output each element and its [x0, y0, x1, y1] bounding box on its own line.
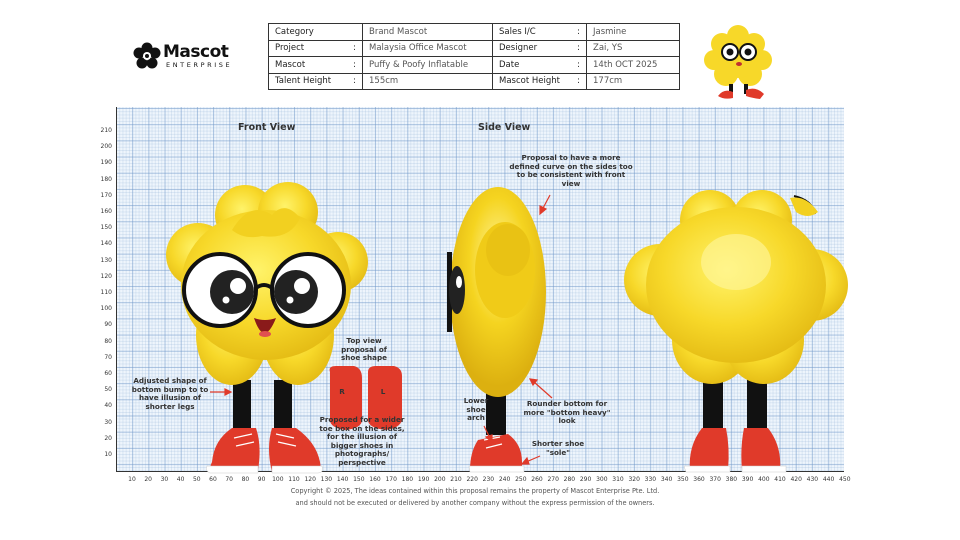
x-tick-label: 410 — [774, 476, 786, 483]
info-label: Talent Height : — [269, 73, 363, 90]
x-tick-label: 450 — [839, 476, 851, 483]
y-tick-label: 160 — [100, 208, 112, 215]
y-tick-label: 80 — [104, 337, 112, 345]
x-tick-label: 360 — [693, 476, 705, 483]
x-tick-label: 210 — [450, 476, 462, 483]
y-tick-label: 60 — [104, 370, 112, 377]
note-rounder-bottom: Rounder bottom for more "bottom heavy" look — [523, 399, 611, 426]
x-tick-label: 80 — [241, 476, 250, 483]
x-tick-label: 220 — [466, 476, 478, 483]
y-tick-label: 180 — [100, 175, 112, 183]
x-tick-label: 50 — [192, 476, 201, 483]
info-value: Brand Mascot — [363, 24, 493, 41]
info-label: Project : — [269, 40, 363, 57]
y-tick-label: 20 — [104, 434, 112, 442]
x-tick-label: 300 — [596, 476, 608, 483]
x-tick-label: 340 — [660, 476, 673, 483]
info-value: Puffy & Poofy Inflatable — [363, 57, 493, 74]
x-tick-label: 130 — [320, 476, 333, 483]
x-tick-label: 160 — [369, 476, 381, 483]
info-label: Category — [269, 24, 363, 41]
note-bottom-bump: Adjusted shape of bottom bump to to have illusion of shorter legs — [131, 376, 209, 411]
x-tick-label: 60 — [209, 476, 217, 483]
side-view-mascot — [447, 187, 546, 472]
info-value: 155cm — [363, 73, 493, 90]
info-value: Malaysia Office Mascot — [363, 40, 493, 57]
info-value: 177cm — [587, 73, 680, 90]
y-tick-label: 140 — [100, 240, 112, 248]
x-tick-label: 390 — [741, 476, 754, 483]
x-tick-label: 320 — [628, 476, 640, 483]
x-tick-label: 440 — [822, 476, 835, 483]
x-tick-label: 110 — [288, 476, 300, 483]
x-tick-label: 100 — [272, 476, 284, 483]
info-value: 14th OCT 2025 — [587, 57, 680, 74]
x-tick-label: 350 — [677, 476, 689, 483]
note-wider-toe: Proposed for a wider toe box on the sides, for the illusion of bigger shoes in photographs/ perspective — [319, 415, 405, 467]
x-tick-label: 150 — [353, 476, 365, 483]
y-tick-label: 170 — [100, 191, 112, 199]
x-tick-label: 70 — [225, 476, 233, 483]
note-side-curve: Proposal to have a more defined curve on the sides too to be consistent with front view — [509, 153, 633, 188]
x-tick-label: 250 — [515, 476, 527, 483]
y-tick-label: 120 — [100, 272, 112, 280]
info-label: Mascot : — [269, 57, 363, 74]
x-tick-label: 240 — [498, 476, 511, 483]
x-tick-label: 10 — [128, 476, 136, 483]
x-tick-label: 270 — [547, 476, 559, 483]
x-tick-label: 180 — [401, 476, 414, 483]
y-tick-label: 50 — [104, 386, 112, 394]
copyright-line-1: Copyright © 2025, The ideas contained within this proposal remains the property of Mascot Enterprise Pte. Ltd. — [290, 487, 660, 495]
shoe-left-label: L — [380, 387, 386, 396]
x-tick-label: 290 — [579, 476, 592, 483]
x-tick-label: 200 — [434, 476, 446, 483]
info-value: Zai, YS — [587, 40, 680, 57]
x-tick-label: 380 — [725, 476, 738, 483]
y-tick-label: 40 — [104, 402, 112, 410]
x-tick-label: 230 — [482, 476, 495, 483]
x-tick-label: 280 — [563, 476, 576, 483]
side-view-title: Side View — [478, 122, 531, 133]
y-tick-label: 190 — [100, 159, 112, 167]
info-label: Sales I/C : — [493, 24, 587, 41]
info-label: Date : — [493, 57, 587, 74]
x-tick-label: 120 — [304, 476, 316, 483]
back-view-mascot — [624, 190, 848, 472]
shoe-right-label: R — [339, 387, 345, 396]
y-tick-label: 130 — [100, 256, 112, 264]
y-tick-label: 70 — [104, 353, 112, 361]
info-value: Jasmine — [587, 24, 680, 41]
x-tick-label: 30 — [160, 476, 169, 483]
y-tick-label: 90 — [104, 321, 112, 329]
y-tick-label: 10 — [104, 451, 112, 458]
x-tick-label: 370 — [709, 476, 721, 483]
x-tick-label: 430 — [806, 476, 819, 483]
y-tick-label: 110 — [100, 289, 112, 296]
front-view-title: Front View — [238, 122, 296, 133]
x-tick-label: 170 — [385, 476, 397, 483]
info-label: Designer : — [493, 40, 587, 57]
note-top-view: Top view proposal of shoe shape — [341, 336, 387, 363]
x-tick-label: 40 — [176, 476, 185, 483]
x-tick-label: 140 — [336, 476, 349, 483]
y-tick-label: 210 — [100, 127, 112, 134]
x-tick-label: 90 — [257, 476, 266, 483]
info-label: Mascot Height : — [493, 73, 587, 90]
y-tick-label: 100 — [100, 305, 112, 313]
logo-subtitle: ENTERPRISE — [166, 61, 233, 69]
note-shorter-sole: Shorter shoe "sole" — [531, 439, 585, 457]
y-tick-label: 200 — [100, 143, 112, 151]
x-tick-label: 400 — [758, 476, 770, 483]
y-tick-label: 30 — [104, 418, 112, 426]
note-shoe-arch: Lower shoe arch — [463, 396, 489, 423]
x-tick-label: 260 — [531, 476, 543, 483]
x-tick-label: 420 — [790, 476, 802, 483]
x-tick-label: 190 — [417, 476, 430, 483]
logo-wordmark: Mascot — [163, 42, 229, 62]
x-tick-label: 20 — [144, 476, 152, 483]
copyright-line-2: and should not be executed or delivered by another company without the express permission of the owners. — [295, 499, 655, 507]
x-tick-label: 330 — [644, 476, 657, 483]
x-tick-label: 310 — [612, 476, 624, 483]
y-tick-label: 150 — [100, 224, 112, 232]
